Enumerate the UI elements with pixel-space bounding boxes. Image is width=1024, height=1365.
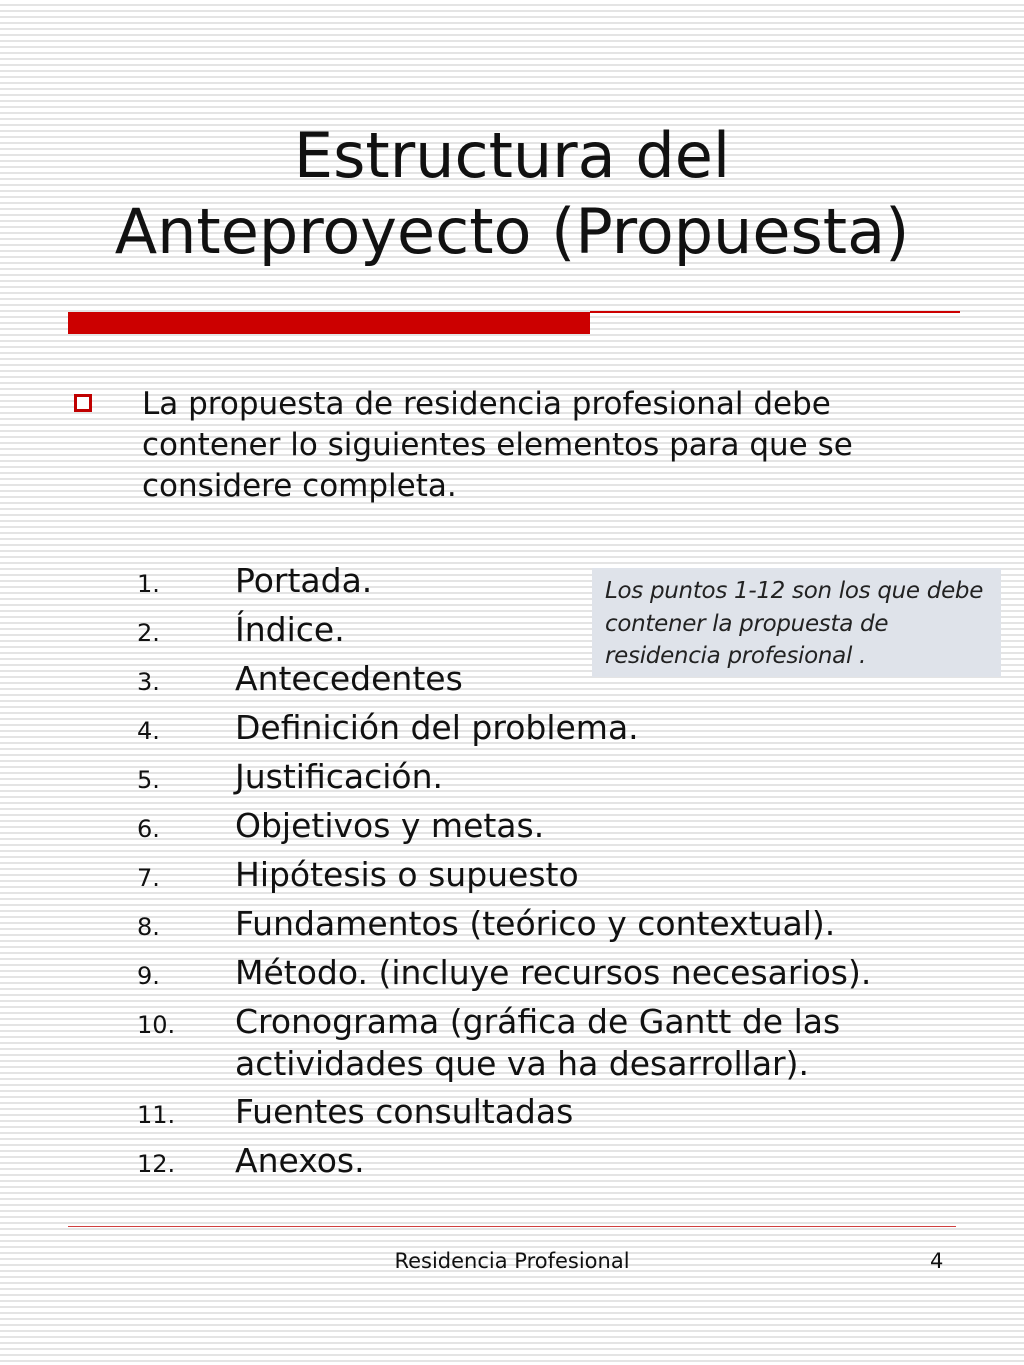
list-item-number: 6. bbox=[137, 815, 160, 843]
list-item-label: Portada. bbox=[235, 561, 373, 600]
footer-divider bbox=[68, 1226, 956, 1227]
intro-text: La propuesta de residencia profesional debe contener lo siguientes elementos para que se considere completa. bbox=[142, 386, 853, 504]
list-item-number: 11. bbox=[137, 1101, 176, 1129]
list-item-label: Objetivos y metas. bbox=[235, 806, 545, 845]
list-item-label: Fundamentos (teórico y contextual). bbox=[235, 904, 836, 943]
list-item-number: 9. bbox=[137, 962, 160, 990]
list-item-label: Definición del problema. bbox=[235, 708, 639, 747]
slide-title bbox=[60, 118, 964, 270]
title-line-2: Anteproyecto (Propuesta) bbox=[114, 195, 910, 268]
list-item-number: 1. bbox=[137, 570, 160, 598]
title-line-1: Estructura del bbox=[293, 119, 731, 192]
list-item-number: 10. bbox=[137, 1011, 176, 1039]
list-item-label: Justificación. bbox=[235, 757, 444, 796]
list-item-number: 5. bbox=[137, 766, 160, 794]
list-item-label: Fuentes consultadas bbox=[235, 1092, 574, 1131]
list-item-number: 2. bbox=[137, 619, 160, 647]
list-item-number: 7. bbox=[137, 864, 160, 892]
footer-title: Residencia Profesional bbox=[394, 1249, 630, 1273]
list-item-number: 3. bbox=[137, 668, 160, 696]
hollow-square-icon bbox=[74, 394, 92, 412]
list-item-label: Cronograma (gráfica de Gantt de las actividades que va ha desarrollar). bbox=[235, 1002, 841, 1083]
list-item-number: 4. bbox=[137, 717, 160, 745]
list-item-label: Índice. bbox=[235, 610, 345, 649]
list-item-label: Antecedentes bbox=[235, 659, 463, 698]
callout-note: Los puntos 1-12 son los que debe contener la propuesta de residencia profesional . bbox=[592, 568, 1001, 677]
list-item-label: Hipótesis o supuesto bbox=[235, 855, 579, 894]
list-item-label: Anexos. bbox=[235, 1141, 365, 1180]
title-accent-bar bbox=[68, 312, 590, 334]
page-number: 4 bbox=[930, 1249, 944, 1273]
list-item-number: 12. bbox=[137, 1150, 176, 1178]
list-item-number: 8. bbox=[137, 913, 160, 941]
title-accent-line bbox=[590, 311, 960, 313]
list-item-label: Método. (incluye recursos necesarios). bbox=[235, 953, 872, 992]
